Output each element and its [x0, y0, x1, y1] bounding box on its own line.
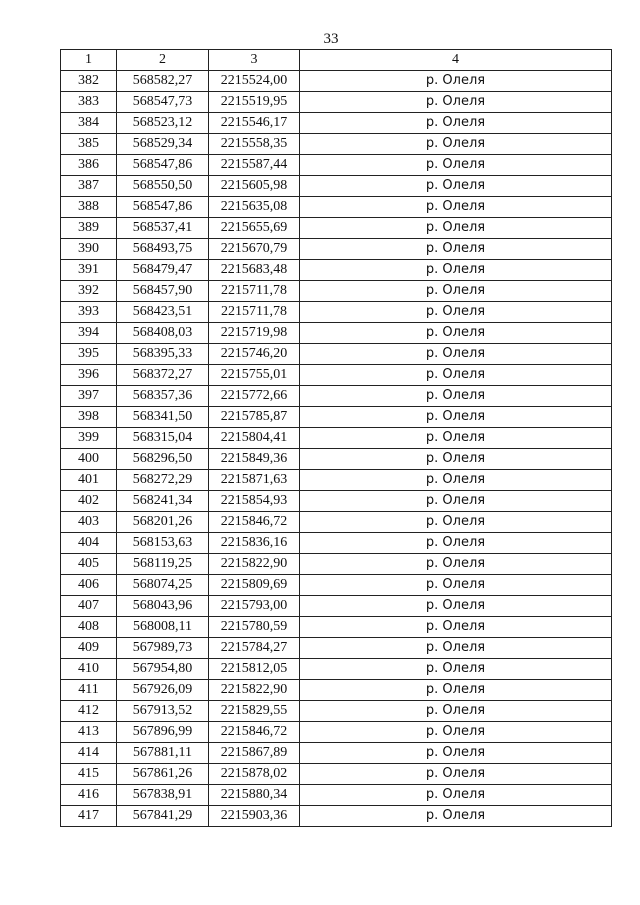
- column-header-3: 3: [209, 50, 300, 71]
- x-coordinate-cell: 568153,63: [117, 533, 209, 554]
- x-coordinate-cell: 568457,90: [117, 281, 209, 302]
- x-coordinate-cell: 567896,99: [117, 722, 209, 743]
- y-coordinate-cell: 2215878,02: [209, 764, 300, 785]
- table-row: [61, 470, 612, 491]
- x-coordinate-cell: 568479,47: [117, 260, 209, 281]
- table-row: [61, 344, 612, 365]
- x-coordinate-cell: 567913,52: [117, 701, 209, 722]
- point-number-cell: 401: [61, 470, 117, 491]
- name-cell: р. Олеля: [300, 218, 612, 239]
- x-coordinate-cell: 568537,41: [117, 218, 209, 239]
- x-coordinate-cell: 568547,73: [117, 92, 209, 113]
- point-number-cell: 405: [61, 554, 117, 575]
- table-row: [61, 596, 612, 617]
- x-coordinate-cell: 568529,34: [117, 134, 209, 155]
- table-row: [61, 218, 612, 239]
- table-row: [61, 197, 612, 218]
- point-number-cell: 389: [61, 218, 117, 239]
- table-row: [61, 617, 612, 638]
- point-number-cell: 407: [61, 596, 117, 617]
- name-cell: р. Олеля: [300, 575, 612, 596]
- point-number-cell: 384: [61, 113, 117, 134]
- y-coordinate-cell: 2215719,98: [209, 323, 300, 344]
- y-coordinate-cell: 2215836,16: [209, 533, 300, 554]
- point-number-cell: 414: [61, 743, 117, 764]
- table-row: [61, 407, 612, 428]
- x-coordinate-cell: 567954,80: [117, 659, 209, 680]
- x-coordinate-cell: 568241,34: [117, 491, 209, 512]
- name-cell: р. Олеля: [300, 785, 612, 806]
- point-number-cell: 386: [61, 155, 117, 176]
- point-number-cell: 403: [61, 512, 117, 533]
- table-row: [61, 638, 612, 659]
- y-coordinate-cell: 2215755,01: [209, 365, 300, 386]
- point-number-cell: 399: [61, 428, 117, 449]
- table-row: [61, 512, 612, 533]
- y-coordinate-cell: 2215829,55: [209, 701, 300, 722]
- point-number-cell: 383: [61, 92, 117, 113]
- y-coordinate-cell: 2215546,17: [209, 113, 300, 134]
- table-row: [61, 386, 612, 407]
- name-cell: р. Олеля: [300, 512, 612, 533]
- table-row: [61, 155, 612, 176]
- x-coordinate-cell: 568008,11: [117, 617, 209, 638]
- point-number-cell: 415: [61, 764, 117, 785]
- x-coordinate-cell: 568296,50: [117, 449, 209, 470]
- table-header-row: [61, 50, 612, 71]
- table-body: [61, 71, 612, 827]
- y-coordinate-cell: 2215812,05: [209, 659, 300, 680]
- table-row: [61, 722, 612, 743]
- x-coordinate-cell: 567861,26: [117, 764, 209, 785]
- point-number-cell: 396: [61, 365, 117, 386]
- table-row: [61, 491, 612, 512]
- y-coordinate-cell: 2215846,72: [209, 512, 300, 533]
- x-coordinate-cell: 568074,25: [117, 575, 209, 596]
- name-cell: р. Олеля: [300, 449, 612, 470]
- name-cell: р. Олеля: [300, 659, 612, 680]
- point-number-cell: 388: [61, 197, 117, 218]
- point-number-cell: 410: [61, 659, 117, 680]
- point-number-cell: 402: [61, 491, 117, 512]
- column-header-1: 1: [61, 50, 117, 71]
- point-number-cell: 395: [61, 344, 117, 365]
- point-number-cell: 406: [61, 575, 117, 596]
- name-cell: р. Олеля: [300, 302, 612, 323]
- name-cell: р. Олеля: [300, 533, 612, 554]
- x-coordinate-cell: 568550,50: [117, 176, 209, 197]
- table-row: [61, 113, 612, 134]
- point-number-cell: 397: [61, 386, 117, 407]
- y-coordinate-cell: 2215846,72: [209, 722, 300, 743]
- table-row: [61, 806, 612, 827]
- y-coordinate-cell: 2215635,08: [209, 197, 300, 218]
- x-coordinate-cell: 567989,73: [117, 638, 209, 659]
- table-row: [61, 428, 612, 449]
- y-coordinate-cell: 2215854,93: [209, 491, 300, 512]
- x-coordinate-cell: 568395,33: [117, 344, 209, 365]
- table-row: [61, 365, 612, 386]
- table-row: [61, 239, 612, 260]
- name-cell: р. Олеля: [300, 596, 612, 617]
- y-coordinate-cell: 2215867,89: [209, 743, 300, 764]
- y-coordinate-cell: 2215587,44: [209, 155, 300, 176]
- name-cell: р. Олеля: [300, 344, 612, 365]
- y-coordinate-cell: 2215711,78: [209, 302, 300, 323]
- table-row: [61, 302, 612, 323]
- x-coordinate-cell: 568523,12: [117, 113, 209, 134]
- table-row: [61, 659, 612, 680]
- x-coordinate-cell: 568272,29: [117, 470, 209, 491]
- table-row: [61, 260, 612, 281]
- y-coordinate-cell: 2215655,69: [209, 218, 300, 239]
- point-number-cell: 382: [61, 71, 117, 92]
- name-cell: р. Олеля: [300, 176, 612, 197]
- point-number-cell: 412: [61, 701, 117, 722]
- table-row: [61, 134, 612, 155]
- table-row: [61, 554, 612, 575]
- y-coordinate-cell: 2215793,00: [209, 596, 300, 617]
- table-row: [61, 680, 612, 701]
- table-row: [61, 449, 612, 470]
- name-cell: р. Олеля: [300, 323, 612, 344]
- point-number-cell: 400: [61, 449, 117, 470]
- point-number-cell: 398: [61, 407, 117, 428]
- table-row: [61, 323, 612, 344]
- name-cell: р. Олеля: [300, 638, 612, 659]
- y-coordinate-cell: 2215746,20: [209, 344, 300, 365]
- y-coordinate-cell: 2215524,00: [209, 71, 300, 92]
- x-coordinate-cell: 568357,36: [117, 386, 209, 407]
- column-header-4: 4: [300, 50, 612, 71]
- y-coordinate-cell: 2215785,87: [209, 407, 300, 428]
- table-row: [61, 701, 612, 722]
- y-coordinate-cell: 2215780,59: [209, 617, 300, 638]
- point-number-cell: 408: [61, 617, 117, 638]
- point-number-cell: 411: [61, 680, 117, 701]
- y-coordinate-cell: 2215822,90: [209, 554, 300, 575]
- y-coordinate-cell: 2215804,41: [209, 428, 300, 449]
- table-row: [61, 281, 612, 302]
- point-number-cell: 416: [61, 785, 117, 806]
- y-coordinate-cell: 2215711,78: [209, 281, 300, 302]
- x-coordinate-cell: 568119,25: [117, 554, 209, 575]
- point-number-cell: 390: [61, 239, 117, 260]
- name-cell: р. Олеля: [300, 407, 612, 428]
- x-coordinate-cell: 568493,75: [117, 239, 209, 260]
- x-coordinate-cell: 568341,50: [117, 407, 209, 428]
- table-row: [61, 92, 612, 113]
- x-coordinate-cell: 567881,11: [117, 743, 209, 764]
- page-number: 33: [323, 31, 339, 47]
- name-cell: р. Олеля: [300, 134, 612, 155]
- x-coordinate-cell: 568582,27: [117, 71, 209, 92]
- x-coordinate-cell: 568547,86: [117, 197, 209, 218]
- name-cell: р. Олеля: [300, 743, 612, 764]
- name-cell: р. Олеля: [300, 386, 612, 407]
- y-coordinate-cell: 2215903,36: [209, 806, 300, 827]
- table-row: [61, 764, 612, 785]
- name-cell: р. Олеля: [300, 806, 612, 827]
- x-coordinate-cell: 567838,91: [117, 785, 209, 806]
- table-row: [61, 743, 612, 764]
- y-coordinate-cell: 2215880,34: [209, 785, 300, 806]
- y-coordinate-cell: 2215605,98: [209, 176, 300, 197]
- name-cell: р. Олеля: [300, 71, 612, 92]
- name-cell: р. Олеля: [300, 491, 612, 512]
- x-coordinate-cell: 568043,96: [117, 596, 209, 617]
- point-number-cell: 413: [61, 722, 117, 743]
- table-row: [61, 533, 612, 554]
- x-coordinate-cell: 568423,51: [117, 302, 209, 323]
- name-cell: р. Олеля: [300, 113, 612, 134]
- point-number-cell: 409: [61, 638, 117, 659]
- point-number-cell: 393: [61, 302, 117, 323]
- y-coordinate-cell: 2215849,36: [209, 449, 300, 470]
- name-cell: р. Олеля: [300, 554, 612, 575]
- point-number-cell: 385: [61, 134, 117, 155]
- y-coordinate-cell: 2215822,90: [209, 680, 300, 701]
- table-row: [61, 176, 612, 197]
- y-coordinate-cell: 2215683,48: [209, 260, 300, 281]
- name-cell: р. Олеля: [300, 155, 612, 176]
- table-row: [61, 785, 612, 806]
- table-row: [61, 575, 612, 596]
- point-number-cell: 392: [61, 281, 117, 302]
- y-coordinate-cell: 2215871,63: [209, 470, 300, 491]
- name-cell: р. Олеля: [300, 281, 612, 302]
- name-cell: р. Олеля: [300, 722, 612, 743]
- x-coordinate-cell: 568408,03: [117, 323, 209, 344]
- name-cell: р. Олеля: [300, 197, 612, 218]
- x-coordinate-cell: 567926,09: [117, 680, 209, 701]
- point-number-cell: 387: [61, 176, 117, 197]
- y-coordinate-cell: 2215670,79: [209, 239, 300, 260]
- name-cell: р. Олеля: [300, 764, 612, 785]
- name-cell: р. Олеля: [300, 428, 612, 449]
- y-coordinate-cell: 2215772,66: [209, 386, 300, 407]
- name-cell: р. Олеля: [300, 701, 612, 722]
- point-number-cell: 394: [61, 323, 117, 344]
- name-cell: р. Олеля: [300, 617, 612, 638]
- point-number-cell: 391: [61, 260, 117, 281]
- x-coordinate-cell: 568201,26: [117, 512, 209, 533]
- name-cell: р. Олеля: [300, 92, 612, 113]
- table-row: [61, 71, 612, 92]
- name-cell: р. Олеля: [300, 365, 612, 386]
- y-coordinate-cell: 2215784,27: [209, 638, 300, 659]
- name-cell: р. Олеля: [300, 470, 612, 491]
- name-cell: р. Олеля: [300, 260, 612, 281]
- point-number-cell: 417: [61, 806, 117, 827]
- y-coordinate-cell: 2215558,35: [209, 134, 300, 155]
- coordinates-table: [60, 49, 612, 827]
- point-number-cell: 404: [61, 533, 117, 554]
- y-coordinate-cell: 2215519,95: [209, 92, 300, 113]
- column-header-2: 2: [117, 50, 209, 71]
- x-coordinate-cell: 567841,29: [117, 806, 209, 827]
- x-coordinate-cell: 568315,04: [117, 428, 209, 449]
- x-coordinate-cell: 568372,27: [117, 365, 209, 386]
- name-cell: р. Олеля: [300, 680, 612, 701]
- name-cell: р. Олеля: [300, 239, 612, 260]
- y-coordinate-cell: 2215809,69: [209, 575, 300, 596]
- x-coordinate-cell: 568547,86: [117, 155, 209, 176]
